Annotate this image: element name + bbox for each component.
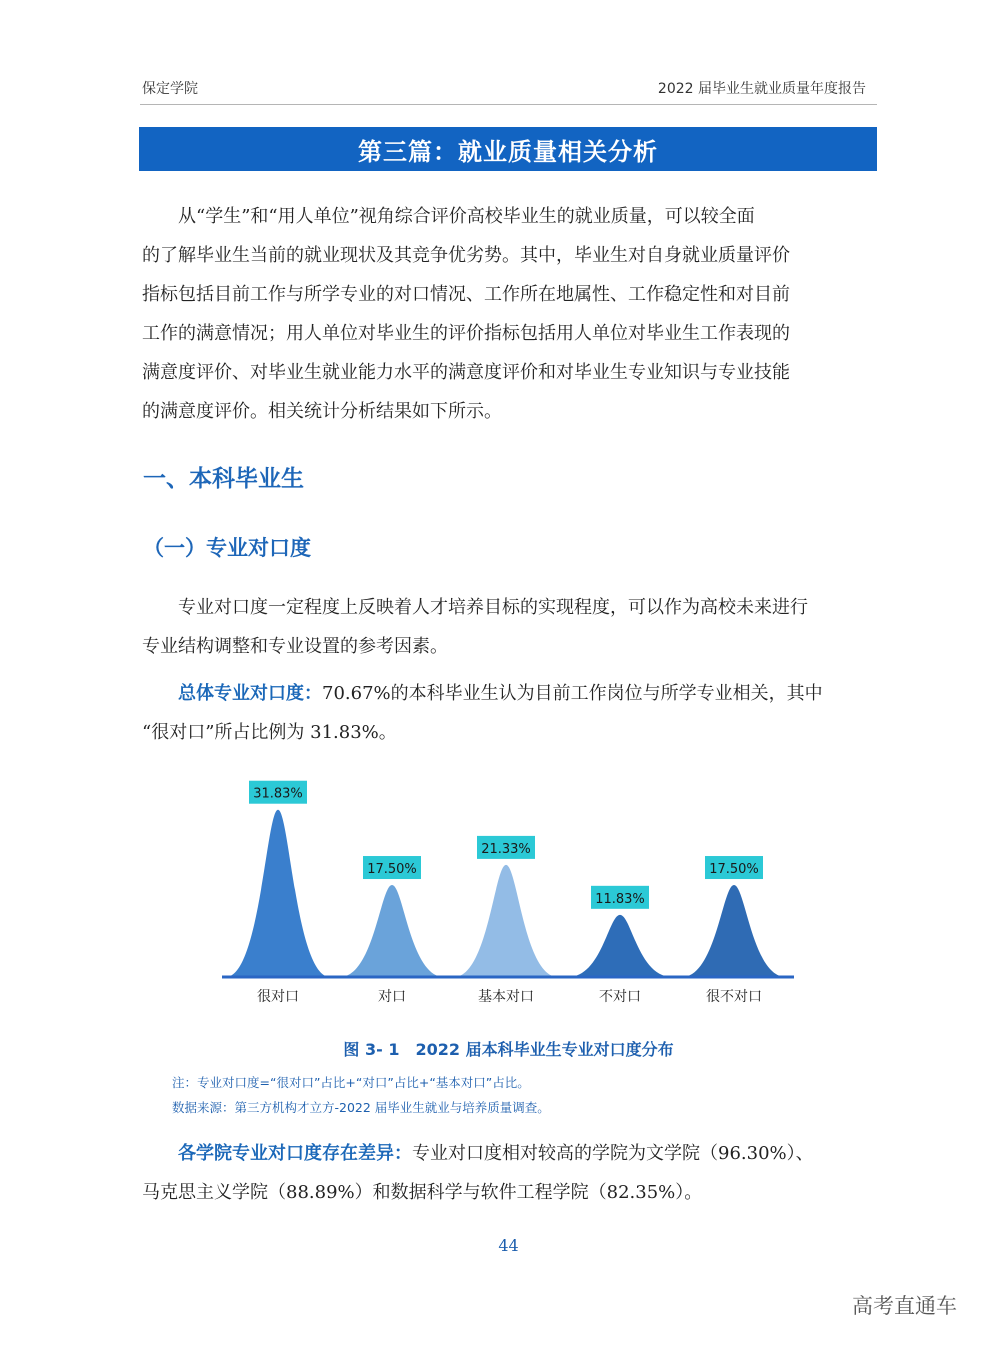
- overall-line: [142, 674, 877, 713]
- overall-line: “很对口”所占比例为 31.83%。: [142, 722, 397, 743]
- intro-line: 从“学生”和“用人单位”视角综合评价高校毕业生的就业质量，可以较全面: [178, 206, 755, 227]
- figure-caption: 图 3- 1 2022 届本科毕业生专业对口度分布: [343, 1040, 674, 1059]
- category-label: 对口: [378, 989, 406, 1005]
- data-label: 17.50%: [367, 862, 417, 878]
- intro-line: 指标包括目前工作与所学专业的对口情况、工作所在地属性、工作稳定性和对目前: [142, 284, 790, 305]
- data-label: 11.83%: [595, 891, 645, 907]
- chart-peak: [340, 885, 444, 977]
- category-label: 很不对口: [706, 989, 762, 1005]
- intro-line: 满意度评价、对毕业生就业能力水平的满意度评价和对毕业生专业知识与专业技能: [142, 362, 790, 383]
- category-label: 不对口: [599, 989, 641, 1005]
- intro-line: 的了解毕业生当前的就业现状及其竞争优劣势。其中，毕业生对自身就业质量评价: [142, 245, 790, 266]
- category-label: 很对口: [257, 989, 299, 1005]
- difference-text: 专业对口度相对较高的学院为文学院（96.30%）、: [412, 1143, 814, 1164]
- description-line: 专业结构调整和专业设置的参考因素。: [142, 636, 448, 657]
- subsection-heading: （一）专业对口度: [143, 536, 311, 560]
- data-source: 数据来源：第三方机构才立方-2022 届毕业生就业与培养质量调查。: [172, 1100, 550, 1115]
- chart-peak: [454, 865, 558, 977]
- major-match-chart: [200, 765, 810, 1025]
- data-label: 21.33%: [481, 841, 531, 857]
- description-line: 专业对口度一定程度上反映着人才培养目标的实现程度，可以作为高校未来进行: [178, 597, 808, 618]
- data-label: 31.83%: [253, 786, 303, 802]
- intro-line: 工作的满意情况；用人单位对毕业生的评价指标包括用人单位对毕业生工作表现的: [142, 323, 790, 344]
- college-difference-paragraph: [142, 1134, 877, 1212]
- overall-label: 总体专业对口度：: [178, 683, 322, 704]
- difference-label: 各学院专业对口度存在差异：: [178, 1143, 412, 1164]
- difference-line: [142, 1134, 877, 1173]
- description-paragraph: [142, 588, 877, 666]
- page-number: 44: [498, 1236, 519, 1255]
- intro-paragraph: [142, 197, 877, 431]
- section-heading: 一、本科毕业生: [143, 466, 304, 492]
- difference-line: 马克思主义学院（88.89%）和数据科学与软件工程学院（82.35%）。: [142, 1182, 703, 1203]
- chart-peak: [226, 810, 330, 977]
- category-label: 基本对口: [478, 989, 534, 1005]
- watermark: 高考直通车: [852, 1294, 957, 1318]
- overall-text: 70.67%的本科毕业生认为目前工作岗位与所学专业相关，其中: [322, 683, 823, 704]
- header-report-title: 2022 届毕业生就业质量年度报告: [657, 81, 866, 97]
- header-divider: [140, 104, 877, 105]
- chart-peak: [568, 915, 672, 977]
- chart-note: 注：专业对口度=“很对口”占比+“对口”占比+“基本对口”占比。: [172, 1075, 530, 1090]
- header-school: 保定学院: [142, 81, 198, 97]
- data-label: 17.50%: [709, 862, 759, 878]
- chart-peak: [682, 885, 786, 977]
- overall-paragraph: [142, 674, 877, 752]
- intro-line: 的满意度评价。相关统计分析结果如下所示。: [142, 401, 502, 422]
- chapter-banner: 第三篇：就业质量相关分析: [139, 127, 877, 171]
